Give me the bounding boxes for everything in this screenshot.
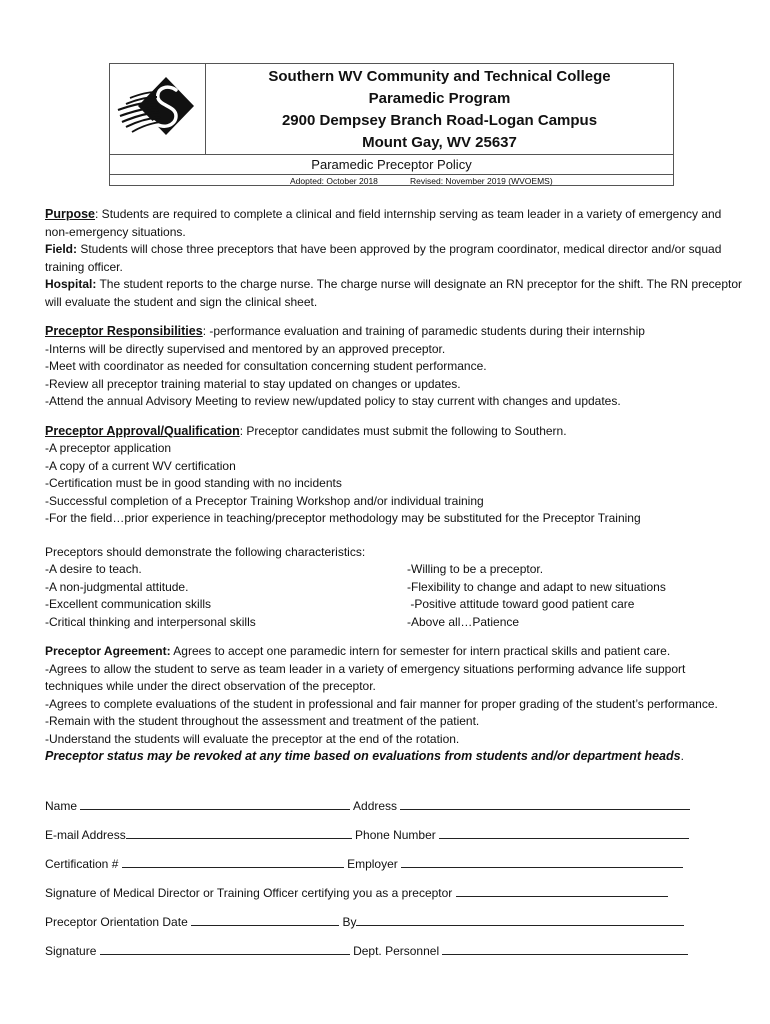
approval-intro: : Preceptor candidates must submit the following to Southern. [239, 423, 567, 438]
campus-city: Mount Gay, WV 25637 [362, 134, 517, 151]
characteristic-item: -Flexibility to change and adapt to new situations [407, 579, 666, 594]
characteristic-item: -A non-judgmental attitude. [45, 579, 189, 594]
name-field[interactable] [80, 798, 350, 810]
hospital-label: Hospital: [45, 277, 97, 291]
policy-dates [110, 174, 673, 188]
by-label: By [342, 915, 357, 929]
college-logo-icon [110, 64, 206, 154]
signature-label: Signature [45, 944, 97, 958]
program-name: Paramedic Program [368, 90, 511, 107]
document-header [109, 63, 674, 186]
employer-field[interactable] [401, 856, 683, 868]
policy-title: Paramedic Preceptor Policy [110, 154, 673, 175]
characteristic-item: -Willing to be a preceptor. [407, 562, 544, 576]
agreement-section [45, 643, 745, 766]
list-item: -Understand the students will evaluate the preceptor at the end of the rotation. [45, 731, 460, 746]
list-item: -A preceptor application [45, 441, 172, 455]
college-title-block [206, 64, 673, 154]
certification-field[interactable] [122, 856, 344, 868]
field-label: Field: [45, 242, 77, 256]
approval-section [45, 423, 745, 528]
form-row-email [45, 827, 689, 842]
responsibilities-section [45, 323, 745, 411]
list-item: -A copy of a current WV certification [45, 458, 236, 473]
responsibilities-heading: Preceptor Responsibilities [45, 324, 203, 338]
list-item: -For the field…prior experience in teaching/preceptor methodology may be substituted for the Preceptor Training [45, 511, 641, 525]
form-row-director-signature [45, 885, 668, 900]
list-item: -Agrees to allow the student to serve as team leader in a variety of emergency situations performing advance life support techniques while under the direct observation of the preceptor. [45, 661, 686, 693]
approval-heading: Preceptor Approval/Qualification [45, 423, 240, 438]
list-item: -Meet with coordinator as needed for consultation concerning student performance. [45, 359, 487, 373]
list-item: -Successful completion of a Preceptor Training Workshop and/or individual training [45, 493, 484, 508]
characteristics-grid [45, 561, 745, 631]
purpose-section [45, 206, 745, 311]
list-item: -Review all preceptor training material to stay updated on changes or updates. [45, 376, 461, 391]
policy-body [45, 206, 745, 766]
characteristics-section [45, 544, 745, 632]
phone-label: Phone Number [355, 828, 436, 842]
characteristic-item: -Positive attitude toward good patient care [407, 597, 635, 611]
purpose-text: : Students are required to complete a clinical and field internship serving as team leader in a variety of emergency and non-emergency situations. [45, 207, 722, 239]
characteristic-item: -Critical thinking and interpersonal skills [45, 614, 256, 629]
list-item: -Interns will be directly supervised and mentored by an approved preceptor. [45, 341, 446, 356]
email-label: E-mail Address [45, 828, 126, 842]
characteristic-item: -A desire to teach. [45, 562, 142, 576]
director-signature-field[interactable] [456, 885, 668, 897]
orientation-date-field[interactable] [191, 914, 339, 926]
employer-label: Employer [347, 857, 398, 871]
characteristics-intro: Preceptors should demonstrate the following characteristics: [45, 544, 366, 559]
form-row-signature [45, 943, 688, 958]
address-label: Address [353, 799, 398, 813]
by-field[interactable] [356, 914, 684, 926]
signature-field[interactable] [100, 943, 350, 955]
adopted-date: Adopted: October 2018 [290, 176, 378, 186]
name-label: Name [45, 799, 78, 813]
field-text: Students will chose three preceptors that have been approved by the program coordinator, medical director and/or squad training officer. [45, 242, 722, 274]
agreement-heading: Preceptor Agreement: [45, 644, 171, 658]
director-signature-label: Signature of Medical Director or Training Officer certifying you as a preceptor [45, 886, 453, 900]
dept-personnel-label: Dept. Personnel [353, 944, 440, 958]
dept-personnel-field[interactable] [442, 943, 688, 955]
list-item: -Attend the annual Advisory Meeting to review new/updated policy to stay current with changes and updates. [45, 394, 621, 408]
address-field[interactable] [400, 798, 690, 810]
list-item: -Certification must be in good standing with no incidents [45, 476, 342, 490]
list-item: -Agrees to complete evaluations of the student in professional and fair manner for proper grading of the student’s performance. [45, 696, 718, 711]
certification-label: Certification # [45, 857, 119, 871]
orientation-label: Preceptor Orientation Date [45, 915, 188, 929]
campus-address: 2900 Dempsey Branch Road-Logan Campus [281, 112, 598, 129]
responsibilities-intro: : -performance evaluation and training of paramedic students during their internship [202, 324, 645, 338]
college-name: Southern WV Community and Technical College [268, 68, 611, 85]
purpose-heading: Purpose [45, 207, 96, 221]
form-row-name [45, 798, 690, 813]
characteristic-item: -Above all…Patience [407, 614, 520, 629]
phone-field[interactable] [439, 827, 689, 839]
agreement-intro: Agrees to accept one paramedic intern for semester for intern practical skills and patient care. [170, 644, 671, 658]
list-item: -Remain with the student throughout the assessment and treatment of the patient. [45, 714, 480, 728]
form-row-certification [45, 856, 683, 871]
form-row-orientation [45, 914, 684, 929]
college-logo [110, 64, 206, 154]
hospital-text: The student reports to the charge nurse. The charge nurse will designate an RN preceptor for the shift. The RN preceptor will evaluate the student and sign the clinical sheet. [45, 277, 743, 309]
characteristic-item: -Excellent communication skills [45, 597, 212, 611]
email-field[interactable] [126, 827, 352, 839]
revocation-notice: Preceptor status may be revoked at any time based on evaluations from students and/or department heads [45, 749, 681, 763]
revocation-period: . [680, 749, 684, 763]
revised-date: Revised: November 2019 (WVOEMS) [410, 176, 553, 186]
